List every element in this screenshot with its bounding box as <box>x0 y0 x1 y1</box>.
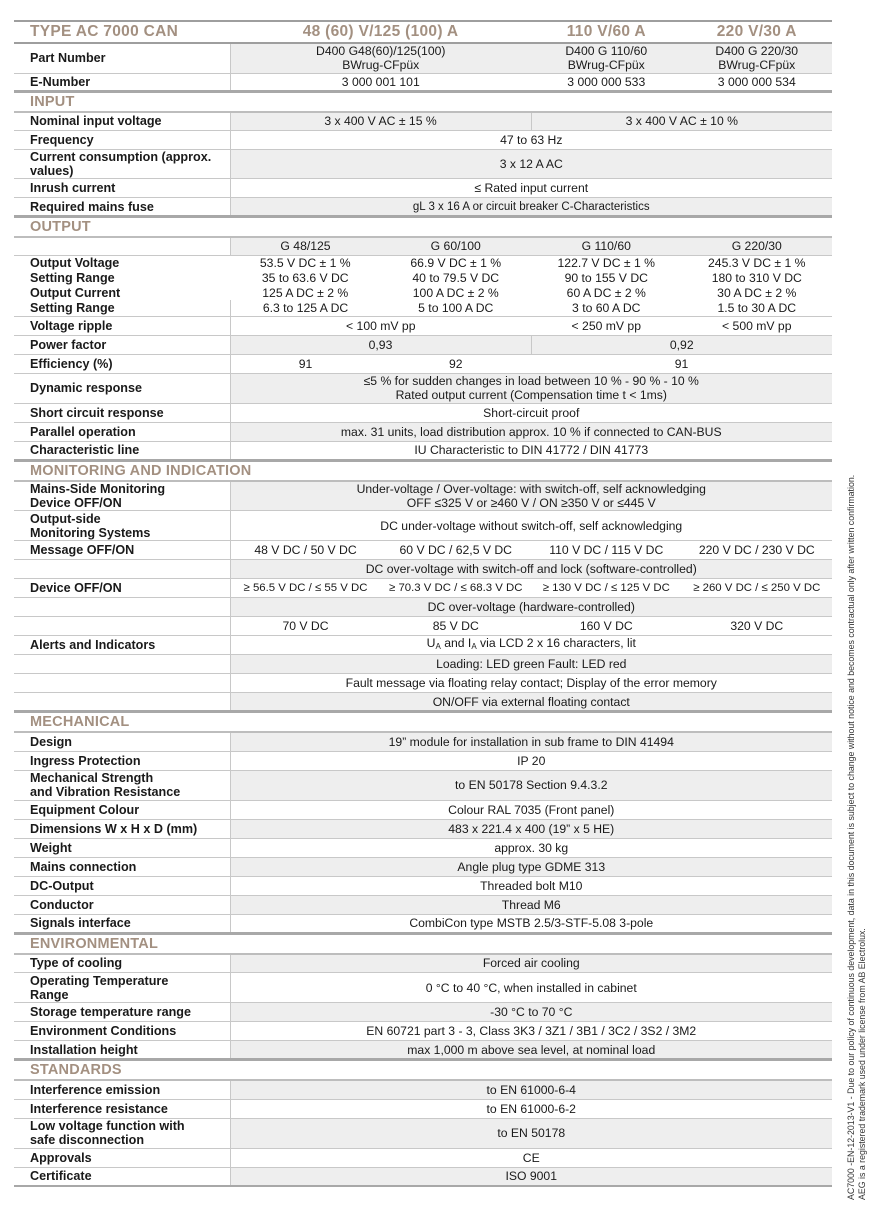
cell-value: max 1,000 m above sea level, at nominal load <box>230 1041 832 1060</box>
table-row <box>14 300 832 316</box>
cell-value: 125 A DC ± 2 % <box>262 285 349 300</box>
cell-value: 220 V DC / 230 V DC <box>682 541 833 560</box>
cell-value: Threaded bolt M10 <box>230 876 832 895</box>
table-row <box>14 285 832 300</box>
cell-value: 70 V DC <box>230 617 381 636</box>
e-number-110: 3 000 000 533 <box>567 74 646 89</box>
cell-value: 91 <box>531 354 832 373</box>
product-title: TYPE AC 7000 CAN <box>14 21 230 43</box>
column-48v: 48 (60) V/125 (100) A <box>230 21 531 43</box>
table-row <box>14 1080 832 1099</box>
cell-value: 122.7 V DC ± 1 % <box>557 255 655 270</box>
row-label: Frequency <box>14 131 230 150</box>
section-title: OUTPUT <box>14 217 832 238</box>
e-number-220: 3 000 000 534 <box>717 74 796 89</box>
cell-value: ≤5 % for sudden changes in load between 10 % - 90 % - 10 % Rated output current (Compensation time t < 1ms) <box>230 373 832 403</box>
section-title: STANDARDS <box>14 1060 832 1081</box>
cell-value: DC over-voltage with switch-off and lock (software-controlled) <box>230 560 832 579</box>
cell-value: 30 A DC ± 2 % <box>717 285 797 300</box>
table-row <box>14 1041 832 1060</box>
cell-value: 92 <box>381 354 532 373</box>
cell-value: gL 3 x 16 A or circuit breaker C-Characteristics <box>230 198 832 217</box>
table-row <box>14 112 832 131</box>
cell-value: 60 V DC / 62,5 V DC <box>381 541 532 560</box>
cell-value: 100 A DC ± 2 % <box>412 285 499 300</box>
cell-value: ≤ Rated input current <box>230 179 832 198</box>
cell-value: Loading: LED green Fault: LED red <box>230 655 832 674</box>
table-row <box>14 674 832 693</box>
table-row <box>14 150 832 179</box>
datasheet <box>14 20 832 1187</box>
row-label: Short circuit response <box>14 403 230 422</box>
cell-value: 19” module for installation in sub frame to DIN 41494 <box>230 732 832 751</box>
table-row <box>14 1167 832 1186</box>
table-row <box>14 541 832 560</box>
model-name: G 110/60 <box>531 237 682 255</box>
row-label: Setting Range <box>14 300 230 316</box>
section-title: INPUT <box>14 91 832 112</box>
row-label: Storage temperature range <box>14 1003 230 1022</box>
row-label: Power factor <box>14 335 230 354</box>
cell-value: IP 20 <box>230 751 832 770</box>
cell-value: Angle plug type GDME 313 <box>230 857 832 876</box>
row-label: Part Number <box>14 43 230 73</box>
cell-value: 3 x 400 V AC ± 10 % <box>531 112 832 131</box>
table-row <box>14 373 832 403</box>
cell-value: 91 <box>230 354 381 373</box>
row-label: Ingress Protection <box>14 751 230 770</box>
cell-value: ≥ 130 V DC / ≤ 125 V DC <box>531 579 682 598</box>
table-row <box>14 1118 832 1148</box>
table-row <box>14 131 832 150</box>
table-row <box>14 1022 832 1041</box>
table-row <box>14 954 832 973</box>
section-monitoring <box>14 460 832 481</box>
row-label: Setting Range <box>30 270 115 285</box>
cell-value: to EN 50178 Section 9.4.3.2 <box>230 770 832 800</box>
row-label: Required mains fuse <box>14 198 230 217</box>
table-row <box>14 732 832 751</box>
cell-value: to EN 50178 <box>230 1118 832 1148</box>
cell-value: 90 to 155 V DC <box>564 270 648 285</box>
cell-value: 35 to 63.6 V DC <box>261 270 349 285</box>
cell-value: 40 to 79.5 V DC <box>412 270 500 285</box>
table-row <box>14 617 832 636</box>
cell-value: 0,92 <box>531 335 832 354</box>
cell-value: CombiCon type MSTB 2.5/3-STF-5.08 3-pole <box>409 916 654 930</box>
row-label: DC-Output <box>14 876 230 895</box>
table-row <box>14 579 832 598</box>
cell-value: 320 V DC <box>682 617 833 636</box>
row-label: Mains connection <box>14 857 230 876</box>
cell-value: 3 x 400 V AC ± 15 % <box>230 112 531 131</box>
cell-value: 3 to 60 A DC <box>531 300 682 316</box>
row-label: Nominal input voltage <box>14 112 230 131</box>
table-row <box>14 198 832 217</box>
table-row <box>14 511 832 541</box>
row-label: Voltage ripple <box>14 316 230 335</box>
row-label: Parallel operation <box>14 422 230 441</box>
cell-value: Thread M6 <box>230 895 832 914</box>
cell-value: Forced air cooling <box>230 954 832 973</box>
row-label: Weight <box>14 838 230 857</box>
cell-value: approx. 30 kg <box>230 838 832 857</box>
table-row <box>14 973 832 1003</box>
cell-value: 245.3 V DC ± 1 % <box>708 255 806 270</box>
row-label: Certificate <box>14 1167 230 1186</box>
section-input <box>14 91 832 112</box>
row-label: Device OFF/ON <box>14 579 230 598</box>
table-row <box>14 636 832 655</box>
cell-value: Colour RAL 7035 (Front panel) <box>230 800 832 819</box>
model-name: G 220/30 <box>682 237 833 255</box>
cell-value: ≥ 56.5 V DC / ≤ 55 V DC <box>230 579 381 598</box>
row-label: Design <box>14 732 230 751</box>
section-standards <box>14 1060 832 1081</box>
cell-value: $U_A$ and $I_A$ via LCD 2 x 16 characters, lit <box>230 636 832 655</box>
cell-value: DC over-voltage (hardware-controlled) <box>230 598 832 617</box>
row-label: Approvals <box>14 1148 230 1167</box>
table-row <box>14 316 832 335</box>
table-row <box>14 770 832 800</box>
row-label: Mains-Side Monitoring Device OFF/ON <box>14 481 230 511</box>
row-label: Mechanical Strength and Vibration Resistance <box>14 770 230 800</box>
row-label: Equipment Colour <box>14 800 230 819</box>
cell-value: Under-voltage / Over-voltage: with switch-off, self acknowledging OFF ≤325 V or ≥460 V / ON ≥350 V or ≤445 V <box>230 481 832 511</box>
cell-value: CE <box>230 1148 832 1167</box>
cell-value: 47 to 63 Hz <box>230 131 832 150</box>
table-row <box>14 560 832 579</box>
section-mechanical <box>14 712 832 733</box>
table-row <box>14 43 832 73</box>
table-row <box>14 422 832 441</box>
table-row <box>14 598 832 617</box>
cell-value: 66.9 V DC ± 1 % <box>410 255 502 270</box>
table-row <box>14 819 832 838</box>
part-number-220: D400 G 220/30 BWrug-CFpüx <box>682 43 833 73</box>
column-110v: 110 V/60 A <box>531 21 682 43</box>
row-label: Low voltage function with safe disconnection <box>14 1118 230 1148</box>
section-output <box>14 217 832 238</box>
column-220v: 220 V/30 A <box>682 21 833 43</box>
cell-value: 0 °C to 40 °C, when installed in cabinet <box>230 973 832 1003</box>
cell-value: ISO 9001 <box>230 1167 832 1186</box>
section-title: MECHANICAL <box>14 712 832 733</box>
table-row <box>14 876 832 895</box>
e-number-48: 3 000 001 101 <box>341 74 420 89</box>
row-label: Interference emission <box>14 1080 230 1099</box>
table-row <box>14 403 832 422</box>
cell-value: 85 V DC <box>381 617 532 636</box>
row-label: Output-side Monitoring Systems <box>14 511 230 541</box>
cell-value: to EN 61000-6-4 <box>230 1080 832 1099</box>
table-row <box>14 481 832 511</box>
table-row <box>14 800 832 819</box>
row-label: E-Number <box>14 73 230 91</box>
cell-value: < 500 mV pp <box>682 316 833 335</box>
cell-value: ≥ 260 V DC / ≤ 250 V DC <box>682 579 833 598</box>
table-row <box>14 237 832 255</box>
cell-value: < 250 mV pp <box>531 316 682 335</box>
cell-value: 110 V DC / 115 V DC <box>531 541 682 560</box>
table-row <box>14 441 832 460</box>
row-label: Output Current <box>30 285 121 300</box>
row-label: Type of cooling <box>14 954 230 973</box>
table-row <box>14 655 832 674</box>
row-label: Environment Conditions <box>14 1022 230 1041</box>
row-label: Signals interface <box>14 914 230 933</box>
table-row <box>14 1148 832 1167</box>
cell-value: max. 31 units, load distribution approx. 10 % if connected to CAN-BUS <box>230 422 832 441</box>
row-label: Inrush current <box>14 179 230 198</box>
cell-value: 5 to 100 A DC <box>381 300 532 316</box>
row-label: Installation height <box>14 1041 230 1060</box>
row-label: Characteristic line <box>14 441 230 460</box>
cell-value: Short-circuit proof <box>230 403 832 422</box>
table-row <box>14 693 832 712</box>
table-row <box>14 73 832 91</box>
cell-value: 180 to 310 V DC <box>711 270 802 285</box>
row-label: Operating Temperature Range <box>14 973 230 1003</box>
cell-value: IU Characteristic to DIN 41772 / DIN 41773 <box>414 443 649 457</box>
cell-value: 0,93 <box>230 335 531 354</box>
section-title: MONITORING AND INDICATION <box>14 460 832 481</box>
model-name: G 48/125 <box>230 237 381 255</box>
table-header-row <box>14 21 832 43</box>
cell-value: DC under-voltage without switch-off, self acknowledging <box>230 511 832 541</box>
part-number-110: D400 G 110/60 BWrug-CFpüx <box>531 43 682 73</box>
section-title: ENVIRONMENTAL <box>14 933 832 954</box>
table-row <box>14 179 832 198</box>
cell-value: < 100 mV pp <box>230 316 531 335</box>
cell-value: 60 A DC ± 2 % <box>566 285 646 300</box>
table-row <box>14 751 832 770</box>
cell-value: to EN 61000-6-2 <box>230 1099 832 1118</box>
cell-value: Fault message via floating relay contact; Display of the error memory <box>230 674 832 693</box>
cell-value: -30 °C to 70 °C <box>230 1003 832 1022</box>
cell-value: EN 60721 part 3 - 3, Class 3K3 / 3Z1 / 3B1 / 3C2 / 3S2 / 3M2 <box>230 1022 832 1041</box>
table-row <box>14 838 832 857</box>
table-row <box>14 1099 832 1118</box>
cell-value: 1.5 to 30 A DC <box>682 300 833 316</box>
cell-value: ON/OFF via external floating contact <box>230 693 832 712</box>
table-row <box>14 895 832 914</box>
cell-value: 48 V DC / 50 V DC <box>230 541 381 560</box>
table-row <box>14 857 832 876</box>
table-row <box>14 335 832 354</box>
row-label: Output Voltage <box>30 255 120 270</box>
cell-value: 53.5 V DC ± 1 % <box>259 255 351 270</box>
table-row <box>14 255 832 270</box>
row-label: Current consumption (approx. values) <box>14 150 230 179</box>
spec-table <box>14 20 832 1187</box>
row-label: Interference resistance <box>14 1099 230 1118</box>
row-label: Conductor <box>14 895 230 914</box>
row-label: Message OFF/ON <box>14 541 230 560</box>
table-row <box>14 270 832 285</box>
cell-value: 160 V DC <box>531 617 682 636</box>
cell-value: 3 x 12 A AC <box>230 150 832 179</box>
row-label: Dynamic response <box>14 373 230 403</box>
footer-trademark: AEG is a registered trademark used under license from AB Electrolux. <box>857 928 867 1200</box>
legal-footer <box>846 340 868 1200</box>
table-row <box>14 1003 832 1022</box>
cell-value: 6.3 to 125 A DC <box>230 300 381 316</box>
footer-disclaimer: AC7000 -EN-12-2013-V1 - Due to our policy of continuous development, data in this document is subject to change without notice and becomes contractual only after written confirmation. <box>846 474 856 1200</box>
row-label: Alerts and Indicators <box>14 636 230 655</box>
model-name: G 60/100 <box>381 237 532 255</box>
part-number-48: D400 G48(60)/125(100) BWrug-CFpüx <box>230 43 531 73</box>
row-label: Efficiency (%) <box>14 354 230 373</box>
section-environmental <box>14 933 832 954</box>
cell-value: 483 x 221.4 x 400 (19” x 5 HE) <box>230 819 832 838</box>
table-row <box>14 914 832 933</box>
row-label: Dimensions W x H x D (mm) <box>14 819 230 838</box>
cell-value: ≥ 70.3 V DC / ≤ 68.3 V DC <box>381 579 532 598</box>
table-row <box>14 354 832 373</box>
